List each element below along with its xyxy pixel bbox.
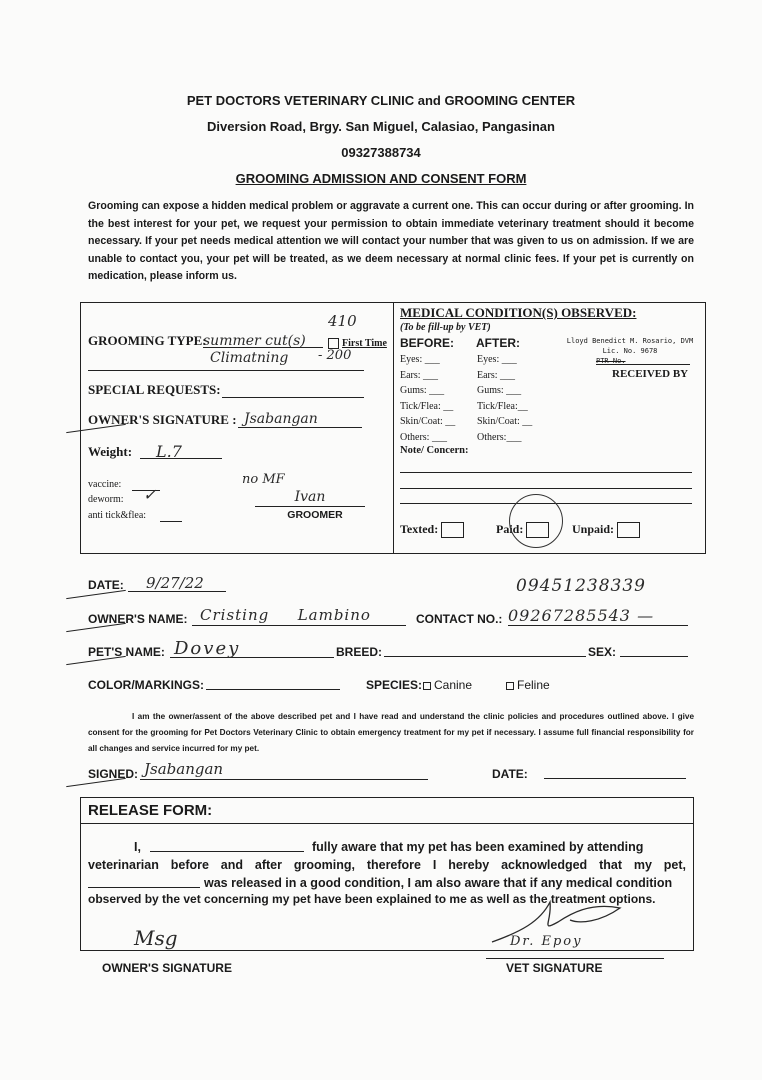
clinic-address: Diversion Road, Brgy. San Miguel, Calasiao, Pangasinan bbox=[207, 119, 555, 134]
release-name-field[interactable] bbox=[150, 838, 304, 852]
vet-sig-line[interactable] bbox=[486, 958, 664, 959]
box-divider bbox=[393, 302, 394, 554]
before-gums[interactable]: Gums: ___ bbox=[400, 385, 445, 396]
owner-signature-value: Jsabangan bbox=[244, 411, 318, 427]
paid-checkbox[interactable]: Paid: bbox=[496, 522, 549, 538]
feline-box bbox=[506, 682, 514, 690]
groomer-name: Ivan bbox=[294, 489, 326, 505]
date2-label: DATE: bbox=[492, 767, 528, 781]
date-label: DATE: bbox=[88, 578, 124, 592]
owner-first-name: Cristing bbox=[200, 606, 270, 624]
release-p3: was released in a good condition, I am also aware that if any medical condition bbox=[204, 876, 673, 890]
owner-last-name: Lambino bbox=[297, 606, 371, 624]
note-label: Note/ Concern: bbox=[400, 445, 469, 456]
after-others[interactable]: Others:___ bbox=[477, 431, 522, 443]
breed-label: BREED: bbox=[336, 645, 383, 659]
after-skincoat[interactable]: Skin/Coat: __ bbox=[477, 416, 533, 427]
vaccine-label: vaccine: bbox=[88, 479, 122, 490]
before-others[interactable]: Others: ___ bbox=[400, 431, 447, 443]
vet-sig-label: VET SIGNATURE bbox=[506, 961, 603, 975]
pet-name-field[interactable] bbox=[170, 638, 334, 658]
canine-option[interactable]: Canine bbox=[423, 678, 472, 692]
after-items bbox=[477, 352, 532, 445]
date-value: 9/27/22 bbox=[146, 574, 204, 592]
color-field[interactable] bbox=[206, 676, 340, 690]
grooming-type-value2: Climatning bbox=[210, 350, 289, 366]
signed-field[interactable] bbox=[140, 760, 428, 780]
release-title-rule bbox=[80, 823, 694, 824]
grooming-price: 410 bbox=[328, 312, 357, 330]
contact-label: CONTACT NO.: bbox=[416, 612, 503, 626]
before-tickflea[interactable]: Tick/Flea: __ bbox=[400, 400, 454, 412]
owner-name-field[interactable] bbox=[192, 606, 406, 626]
after-header: AFTER: bbox=[476, 336, 520, 350]
signed-value: Jsabangan bbox=[144, 760, 224, 778]
weight-label: Weight: bbox=[88, 444, 133, 459]
note-line-1[interactable] bbox=[400, 472, 692, 473]
contact-extra: 09451238339 bbox=[516, 576, 646, 596]
groomer-field[interactable] bbox=[255, 488, 365, 507]
sex-field[interactable] bbox=[620, 643, 688, 657]
deworm-check: ✓ bbox=[143, 485, 157, 504]
contact-field[interactable] bbox=[508, 606, 688, 626]
grooming-type-label: GROOMING TYPE: bbox=[88, 333, 207, 348]
after-eyes[interactable]: Eyes: ___ bbox=[477, 354, 517, 365]
release-p2: veterinarian before and after grooming, therefore I hereby acknowledged that my pet, bbox=[88, 858, 686, 872]
intro-paragraph: Grooming can expose a hidden medical problem or aggravate a current one. This can occur during or after grooming. In the best interest for your pet, we request your permission to obtain immediate veterinary treatment should it become necessary. If your pet needs medical attention we will contact your number that was given to us on admission. If we are unable to contact you, your pet will be treated, as we deem necessary at normal clinic fees. If your pet is currently on medication, please inform us. bbox=[88, 200, 694, 282]
release-p1: fully aware that my pet has been examined by attending bbox=[312, 840, 644, 854]
owner-signature-field[interactable] bbox=[238, 410, 362, 428]
note-line-2[interactable] bbox=[400, 488, 692, 489]
received-by-label: RECEIVED BY bbox=[612, 368, 689, 380]
grooming-type-field[interactable] bbox=[203, 332, 323, 348]
medical-subtitle: (To be fill-up by VET) bbox=[400, 322, 491, 333]
vet-signature-scribble bbox=[480, 892, 640, 962]
vet-sig-value: Dr. Epoy bbox=[510, 934, 583, 949]
received-by-line[interactable] bbox=[596, 364, 690, 365]
pet-name-label: PET'S NAME: bbox=[88, 645, 165, 659]
after-tickflea[interactable]: Tick/Flea:__ bbox=[477, 400, 528, 412]
owner-sig-value: Msg bbox=[134, 926, 178, 950]
antitick-field[interactable] bbox=[160, 511, 182, 522]
antitick-label: anti tick&flea: bbox=[88, 510, 147, 521]
deworm-label: deworm: bbox=[88, 494, 124, 505]
owner-sig-label: OWNER'S SIGNATURE bbox=[102, 961, 232, 975]
after-gums[interactable]: Gums: ___ bbox=[477, 385, 522, 396]
before-items bbox=[400, 352, 455, 445]
date2-field[interactable] bbox=[544, 765, 686, 779]
paid-circle bbox=[509, 494, 563, 548]
special-requests-field[interactable] bbox=[222, 382, 364, 398]
release-p4: observed by the vet concerning my pet have been explained to me as well as the treatment options. bbox=[88, 892, 656, 906]
contact-value: 09267285543 — bbox=[508, 606, 655, 625]
breed-field[interactable] bbox=[384, 643, 586, 657]
before-header: BEFORE: bbox=[400, 336, 454, 350]
consent-paragraph: I am the owner/assent of the above described pet and I have read and understand the clinic policies and procedures outlined above. I give consent for the grooming for Pet Doctors Veterinary Clinic to obtain emergency treatment for my pet if necessary. I assume full financial responsibility for all changes and service incurred for my pet. bbox=[88, 712, 694, 753]
form-title: GROOMING ADMISSION AND CONSENT FORM bbox=[235, 171, 527, 186]
groomer-label: GROOMER bbox=[287, 509, 343, 521]
clinic-name: PET DOCTORS VETERINARY CLINIC and GROOMING CENTER bbox=[186, 93, 576, 108]
species-label: SPECIES: bbox=[366, 678, 423, 692]
special-requests-label: SPECIAL REQUESTS: bbox=[88, 382, 221, 397]
canine-box bbox=[423, 682, 431, 690]
owner-name-label: OWNER'S NAME: bbox=[88, 612, 188, 626]
release-pet-field[interactable] bbox=[88, 874, 200, 888]
date-field[interactable] bbox=[128, 574, 226, 592]
vet-stamp: Lloyd Benedict M. Rosario, DVM Lic. No. 9678 PTR No. bbox=[566, 337, 694, 365]
release-title: RELEASE FORM: bbox=[88, 802, 213, 819]
after-ears[interactable]: Ears: ___ bbox=[477, 369, 516, 381]
unpaid-box bbox=[617, 522, 640, 538]
clinic-phone: 09327388734 bbox=[341, 145, 421, 160]
before-skincoat[interactable]: Skin/Coat: __ bbox=[400, 416, 456, 427]
weight-field[interactable] bbox=[140, 442, 222, 459]
owner-signature-label: OWNER'S SIGNATURE : bbox=[88, 412, 237, 427]
unpaid-checkbox[interactable]: Unpaid: bbox=[572, 522, 640, 538]
first-time-checkbox[interactable]: First Time bbox=[328, 338, 387, 349]
color-label: COLOR/MARKINGS: bbox=[88, 678, 204, 692]
groomer-note: no MF bbox=[242, 472, 285, 487]
signed-label: SIGNED: bbox=[88, 767, 139, 781]
medical-title: MEDICAL CONDITION(S) OBSERVED: bbox=[400, 305, 637, 320]
owner-sig-line[interactable] bbox=[92, 950, 282, 951]
grooming-price2: - 200 bbox=[318, 348, 352, 363]
texted-checkbox[interactable]: Texted: bbox=[400, 522, 464, 538]
release-i: I, bbox=[134, 840, 141, 854]
before-ears[interactable]: Ears: ___ bbox=[400, 369, 439, 381]
texted-box bbox=[441, 522, 464, 538]
sex-label: SEX: bbox=[588, 645, 617, 659]
weight-value: L.7 bbox=[156, 442, 182, 461]
grooming-type-value: summer cut(s) bbox=[203, 333, 306, 349]
pet-name-value: Dovey bbox=[174, 638, 241, 659]
before-eyes[interactable]: Eyes: ___ bbox=[400, 354, 440, 365]
feline-option[interactable]: Feline bbox=[506, 678, 550, 692]
